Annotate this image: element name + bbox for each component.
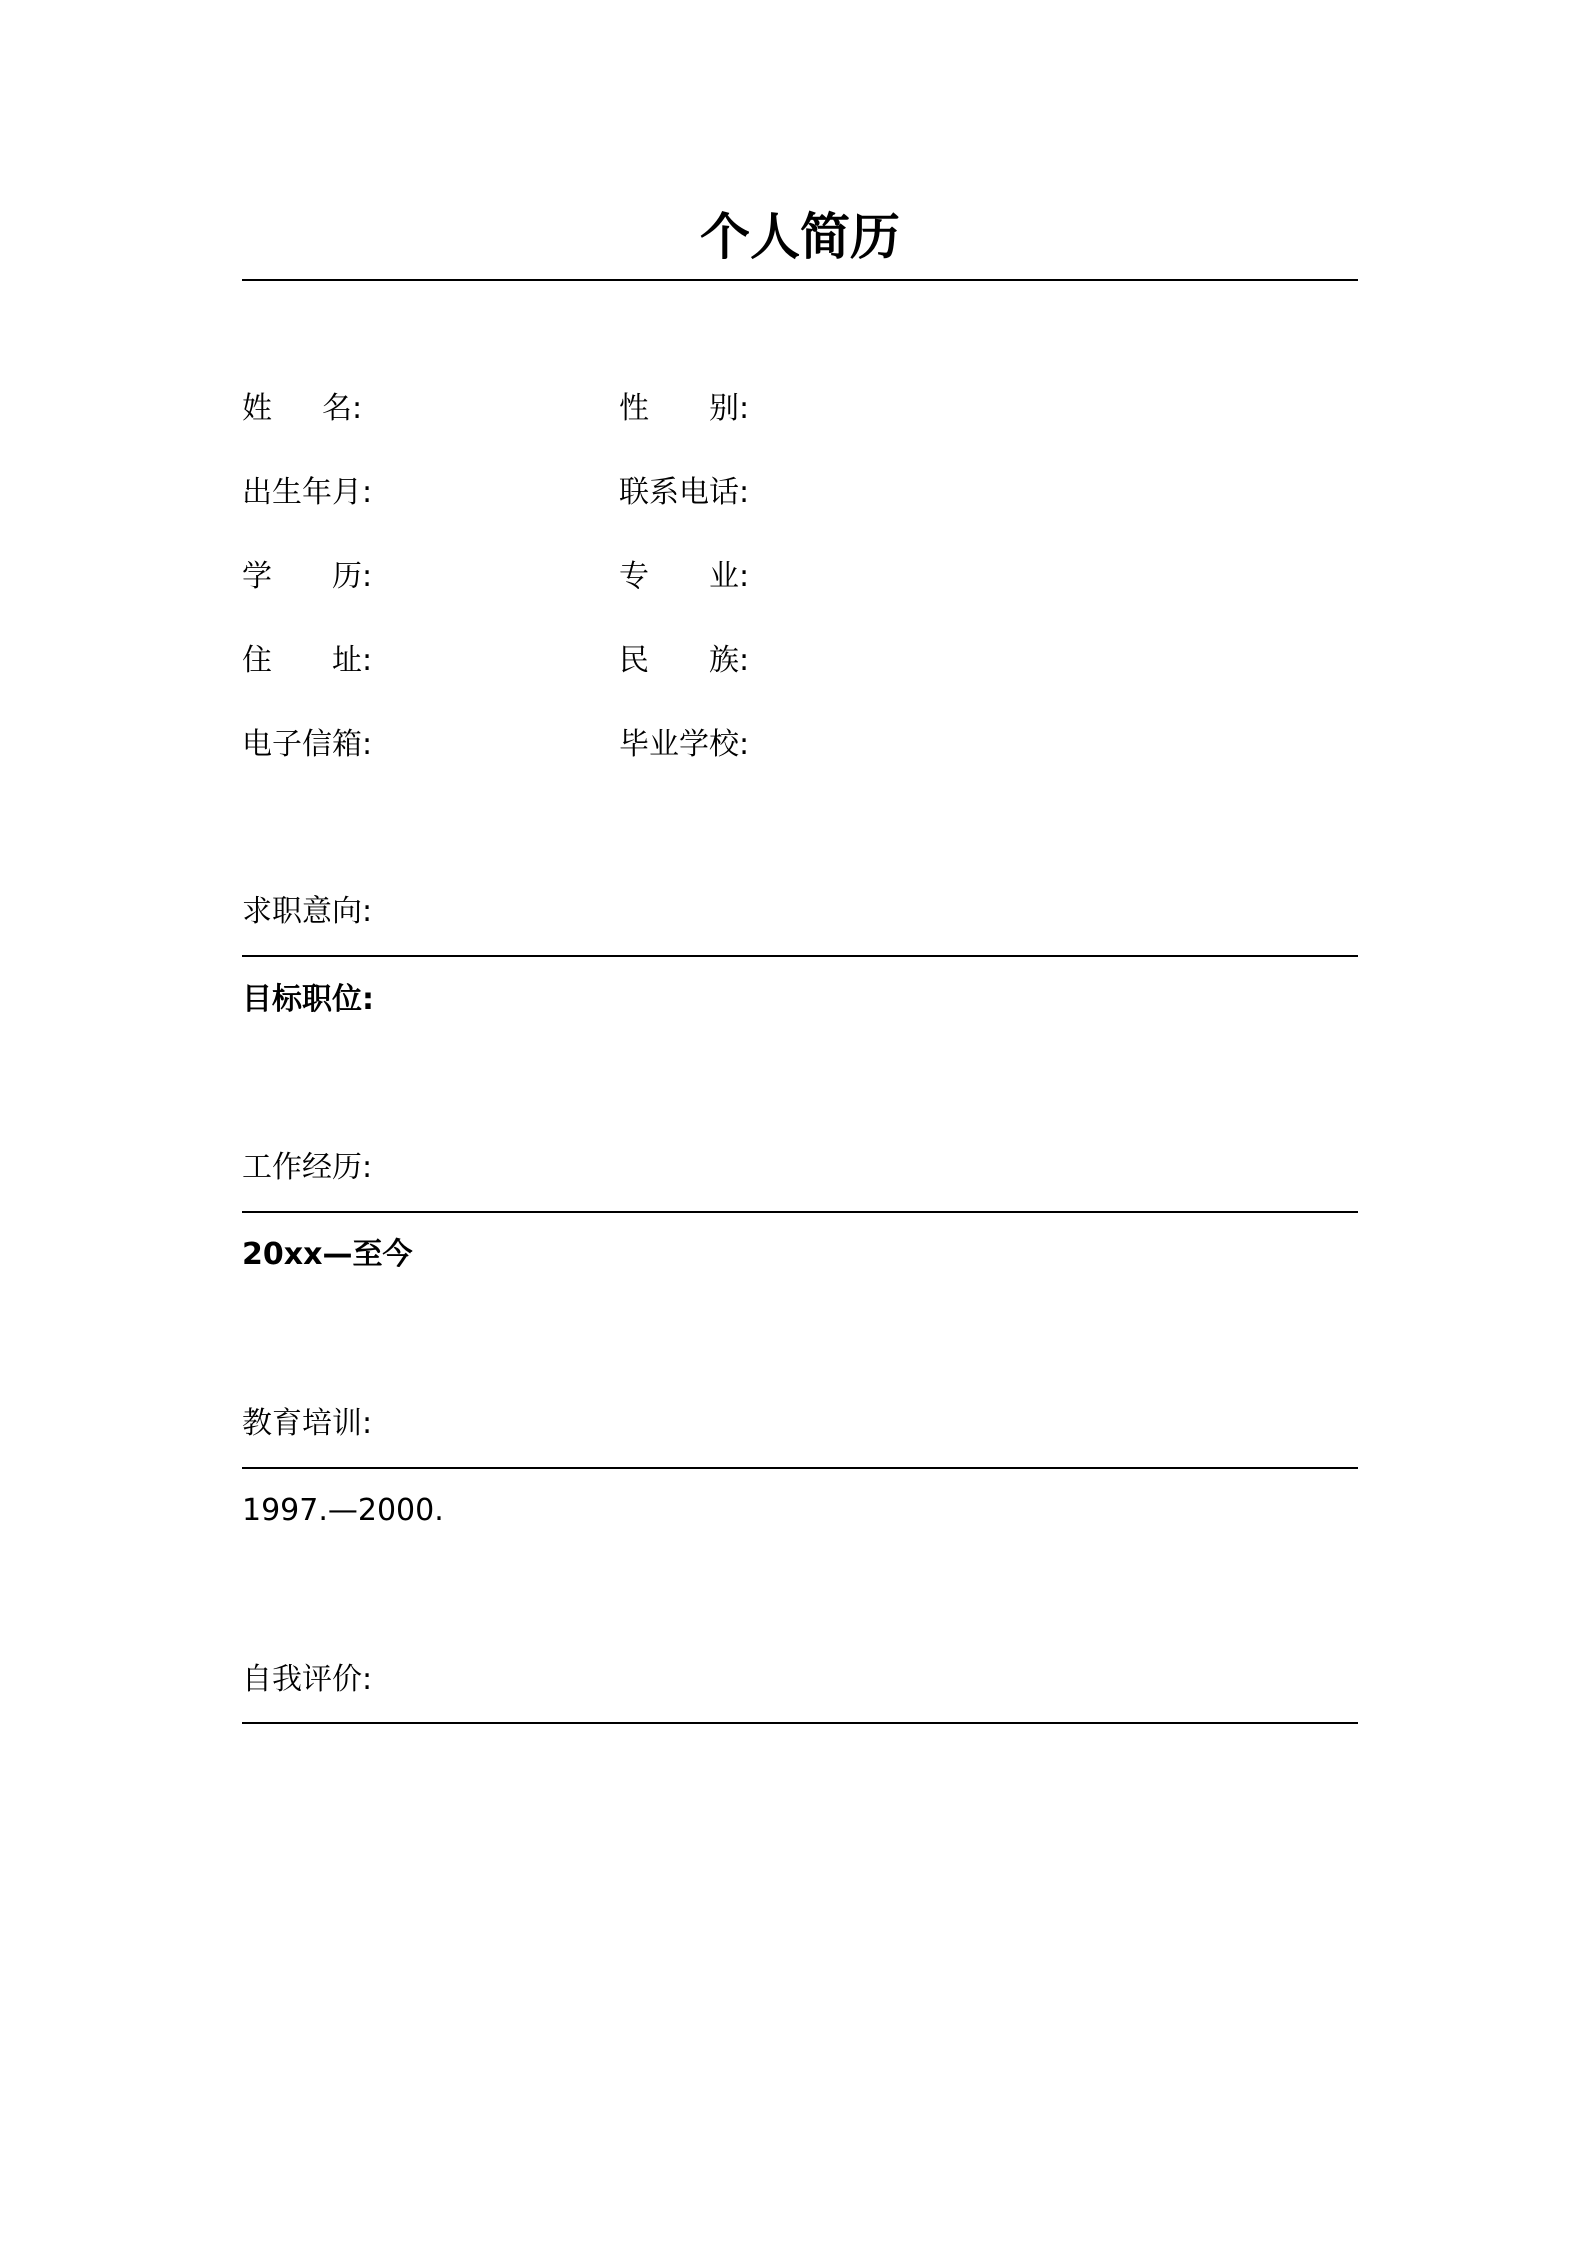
education-period: 1997.—2000. xyxy=(242,1493,444,1528)
self-evaluation-heading: 自我评价: xyxy=(242,1662,373,1697)
job-intent-divider xyxy=(242,955,1358,957)
major-field xyxy=(619,557,749,597)
education-divider xyxy=(242,1467,1358,1469)
education-heading: 教育培训: xyxy=(242,1406,373,1441)
birth-field xyxy=(242,473,372,513)
self-evaluation-divider xyxy=(242,1722,1358,1724)
gender-colon: : xyxy=(739,391,750,426)
job-intent-heading: 求职意向: xyxy=(242,894,373,929)
work-experience-heading: 工作经历: xyxy=(242,1150,373,1185)
school-label: 毕业学校 xyxy=(619,727,739,762)
phone-field xyxy=(619,473,749,513)
ethnicity-label: 民 族 xyxy=(619,643,739,678)
education-level-label: 学 历 xyxy=(242,559,362,594)
address-field xyxy=(242,641,372,681)
address-colon: : xyxy=(362,643,373,678)
education-level-field xyxy=(242,557,372,597)
work-period: 20xx—至今 xyxy=(242,1237,413,1272)
birth-colon: : xyxy=(362,475,373,510)
major-label: 专 业 xyxy=(619,559,739,594)
education-level-colon: : xyxy=(362,559,373,594)
school-colon: : xyxy=(739,727,750,762)
school-field xyxy=(619,725,749,765)
ethnicity-field xyxy=(619,641,749,681)
gender-field xyxy=(619,389,749,429)
page-title: 个人简历 xyxy=(700,208,900,266)
birth-label: 出生年月 xyxy=(242,475,362,510)
work-experience-divider xyxy=(242,1211,1358,1213)
title-divider xyxy=(242,279,1358,281)
phone-label: 联系电话 xyxy=(619,475,739,510)
email-label: 电子信箱 xyxy=(242,727,362,762)
address-label: 住 址 xyxy=(242,643,362,678)
gender-label: 性 别 xyxy=(619,391,739,426)
email-colon: : xyxy=(362,727,373,762)
name-label: 姓 名 xyxy=(242,391,352,426)
name-field xyxy=(242,389,362,429)
major-colon: : xyxy=(739,559,750,594)
name-colon: : xyxy=(352,391,363,426)
email-field xyxy=(242,725,372,765)
ethnicity-colon: : xyxy=(739,643,750,678)
phone-colon: : xyxy=(739,475,750,510)
target-position-label: 目标职位: xyxy=(242,982,374,1017)
